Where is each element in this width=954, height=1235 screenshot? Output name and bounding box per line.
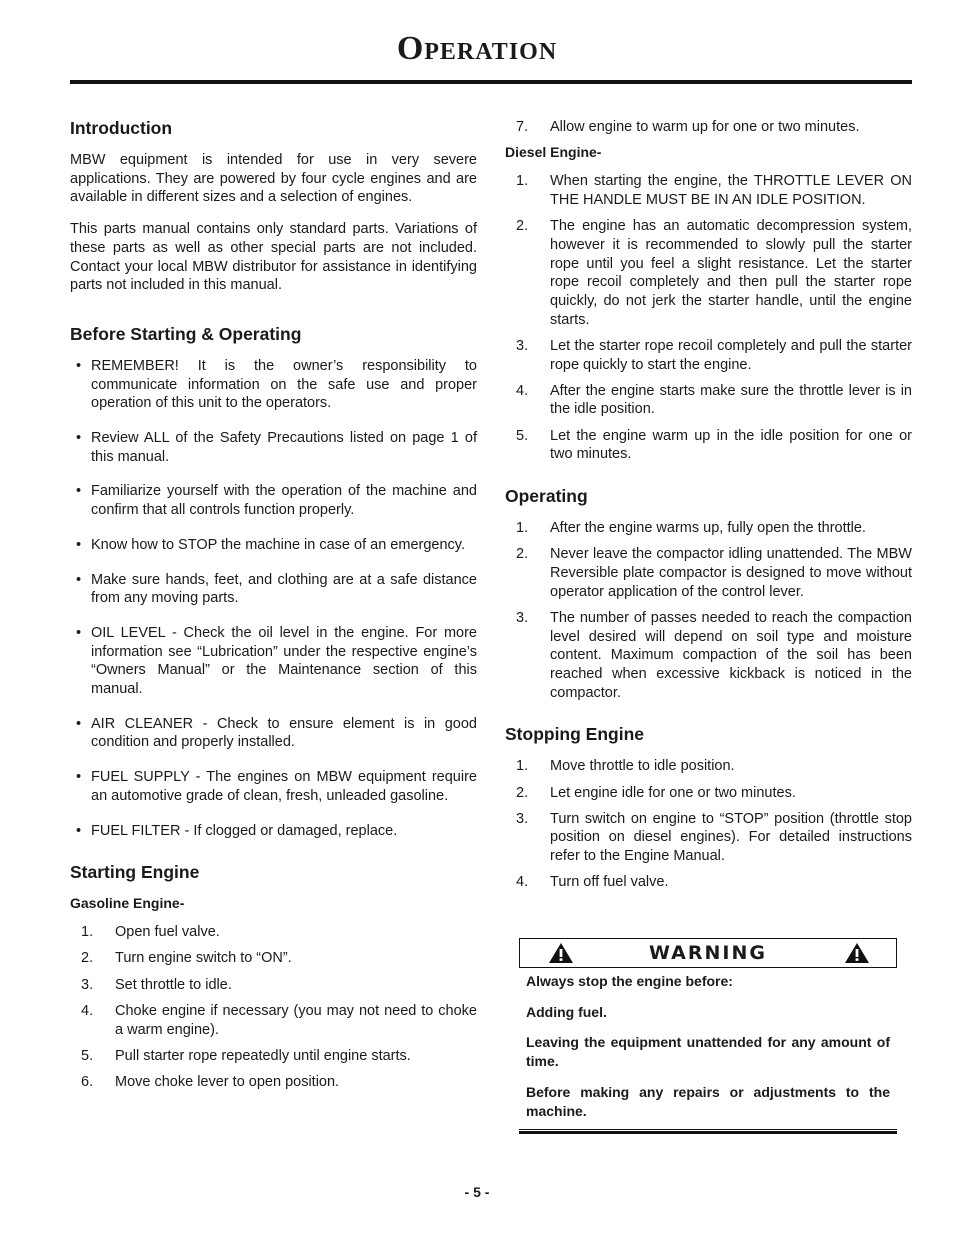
step-number: 4. [81, 1002, 94, 1019]
step-text: Allow engine to warm up for one or two minutes. [550, 119, 860, 135]
step-text: Let the starter rope recoil completely and pull the starter rope quickly to start the engine. [550, 337, 912, 373]
stopping-steps [505, 757, 912, 892]
warning-body [519, 968, 897, 1120]
list-item [70, 1073, 477, 1092]
step-text: Open fuel valve. [115, 924, 220, 941]
step-number: 2. [516, 546, 529, 563]
list-item [505, 337, 912, 374]
step-number: 2. [516, 784, 529, 801]
step-number: 2. [81, 950, 94, 967]
step-number: 1. [516, 173, 529, 190]
list-item [505, 545, 912, 601]
introduction-heading: Introduction [70, 118, 173, 138]
bullet-item: • Know how to STOP the machine in case of an emergency. [70, 536, 477, 555]
step-number: 3. [516, 337, 529, 354]
page-title: Operation [396, 30, 558, 67]
step-number: 1. [81, 924, 94, 941]
warning-triangle-icon [844, 942, 870, 964]
step-text: Set throttle to idle. [115, 976, 232, 993]
introduction-paragraph-1: MBW equipment is intended for use in very severe applications. They are powered by four cycle engines and are available in different sizes and a selection of engines. [70, 152, 477, 206]
step-number: 7. [516, 119, 529, 135]
before-starting-list [70, 357, 477, 840]
step-text: Turn switch on engine to “STOP” position (throttle stop position on diesel engines). For detailed instructions refer to the Engine Manual. [550, 810, 912, 865]
gasoline-steps-continued [505, 118, 912, 137]
warning-line: Always stop the engine before: [526, 973, 733, 989]
step-number: 5. [516, 427, 529, 444]
bullet-item: • OIL LEVEL - Check the oil level in the engine. For more information see “Lubrication” under the respective engine’s “Owners Manual” or the Maintenance section of this manual. [70, 624, 477, 699]
list-item [505, 609, 912, 703]
step-number: 1. [516, 520, 529, 537]
step-text: Let the engine warm up in the idle position for one or two minutes. [550, 427, 912, 463]
list-item [70, 1047, 477, 1066]
step-text: Turn off fuel valve. [550, 874, 669, 891]
list-item [505, 382, 912, 419]
right-column [505, 118, 912, 900]
step-text: Let engine idle for one or two minutes. [550, 784, 796, 801]
diesel-steps [505, 172, 912, 464]
diesel-engine-heading: Diesel Engine- [505, 144, 602, 161]
stopping-engine-heading: Stopping Engine [505, 724, 645, 745]
step-text: The number of passes needed to reach the compaction level desired will depend on soil type and moisture content. Maximum compaction of the soil has been reached when excessive kickback is noticed in the compactor. [550, 609, 912, 701]
warning-label: WARNING [649, 942, 767, 964]
list-item [505, 757, 912, 776]
bullet-item: • Review ALL of the Safety Precautions listed on page 1 of this manual. [70, 429, 477, 466]
gasoline-engine-heading: Gasoline Engine- [70, 895, 185, 912]
bullet-item: • Familiarize yourself with the operation of the machine and confirm that all controls function properly. [70, 482, 477, 519]
step-text: The engine has an automatic decompression system, however it is recommended to slowly pull the starter rope until you feel a slight resistance. Let the starter rope recoil completely and then pull the starter rope quickly, do not jerk the starter handle, until the engine starts. [550, 218, 912, 328]
step-text: After the engine warms up, fully open the throttle. [550, 520, 866, 537]
operating-steps [505, 519, 912, 702]
gasoline-steps [70, 923, 477, 1091]
list-item [70, 1002, 477, 1039]
step-number: 1. [516, 758, 529, 775]
step-text: Choke engine if necessary (you may not need to choke a warm engine). [115, 1002, 477, 1038]
step-text: Pull starter rope repeatedly until engine starts. [115, 1047, 411, 1064]
list-item [505, 217, 912, 329]
step-number: 3. [81, 976, 94, 993]
warning-box [519, 938, 897, 1134]
step-number: 4. [516, 382, 529, 399]
title-rule [70, 80, 912, 84]
list-item [505, 427, 912, 464]
list-item [505, 519, 912, 538]
operating-heading: Operating [505, 486, 588, 507]
step-number: 5. [81, 1047, 94, 1064]
bullet-item: • Make sure hands, feet, and clothing are at a safe distance from any moving parts. [70, 571, 477, 608]
warning-line: Leaving the equipment unattended for any amount of time. [526, 1034, 890, 1070]
list-item [70, 923, 477, 942]
page-number: - 5 - [464, 1184, 490, 1200]
bullet-item: • FUEL FILTER - If clogged or damaged, replace. [70, 822, 477, 841]
warning-line: Before making any repairs or adjustments to the machine. [526, 1083, 890, 1119]
step-text: Move throttle to idle position. [550, 758, 735, 775]
list-item [70, 976, 477, 995]
list-item [505, 784, 912, 803]
introduction-paragraph-2: This parts manual contains only standard parts. Variations of these parts as well as other special parts are not included. Contact your local MBW distributor for assistance in identifying parts not included in this manual. [70, 221, 477, 294]
step-text: After the engine starts make sure the throttle lever is in the idle position. [550, 382, 912, 418]
list-item [505, 118, 912, 137]
step-number: 2. [516, 218, 529, 235]
list-item [505, 172, 912, 209]
warning-bottom-rule [519, 1130, 897, 1134]
step-text: Move choke lever to open position. [115, 1074, 340, 1090]
step-text: Never leave the compactor idling unattended. The MBW Reversible plate compactor is designed to move without operator application of the control lever. [550, 546, 912, 600]
step-number: 6. [81, 1074, 94, 1090]
list-item [70, 949, 477, 968]
step-number: 4. [516, 874, 529, 891]
step-text: Turn engine switch to “ON”. [115, 950, 292, 967]
list-item [505, 873, 912, 892]
step-number: 3. [516, 810, 529, 827]
bullet-item: • FUEL SUPPLY - The engines on MBW equipment require an automotive grade of clean, fresh, unleaded gasoline. [70, 768, 477, 805]
list-item [505, 810, 912, 866]
bullet-item: • AIR CLEANER - Check to ensure element is in good condition and properly installed. [70, 715, 477, 752]
starting-engine-heading: Starting Engine [70, 862, 200, 883]
step-number: 3. [516, 609, 529, 626]
step-text: When starting the engine, the THROTTLE LEVER ON THE HANDLE MUST BE IN AN IDLE POSITION. [550, 173, 912, 208]
warning-line: Adding fuel. [526, 1003, 607, 1020]
warning-header [519, 938, 897, 968]
before-starting-heading: Before Starting & Operating [70, 323, 302, 344]
left-column [70, 118, 477, 1099]
bullet-item: • REMEMBER! It is the owner’s responsibility to communicate information on the safe use and proper operation of this unit to the operators. [70, 357, 477, 413]
